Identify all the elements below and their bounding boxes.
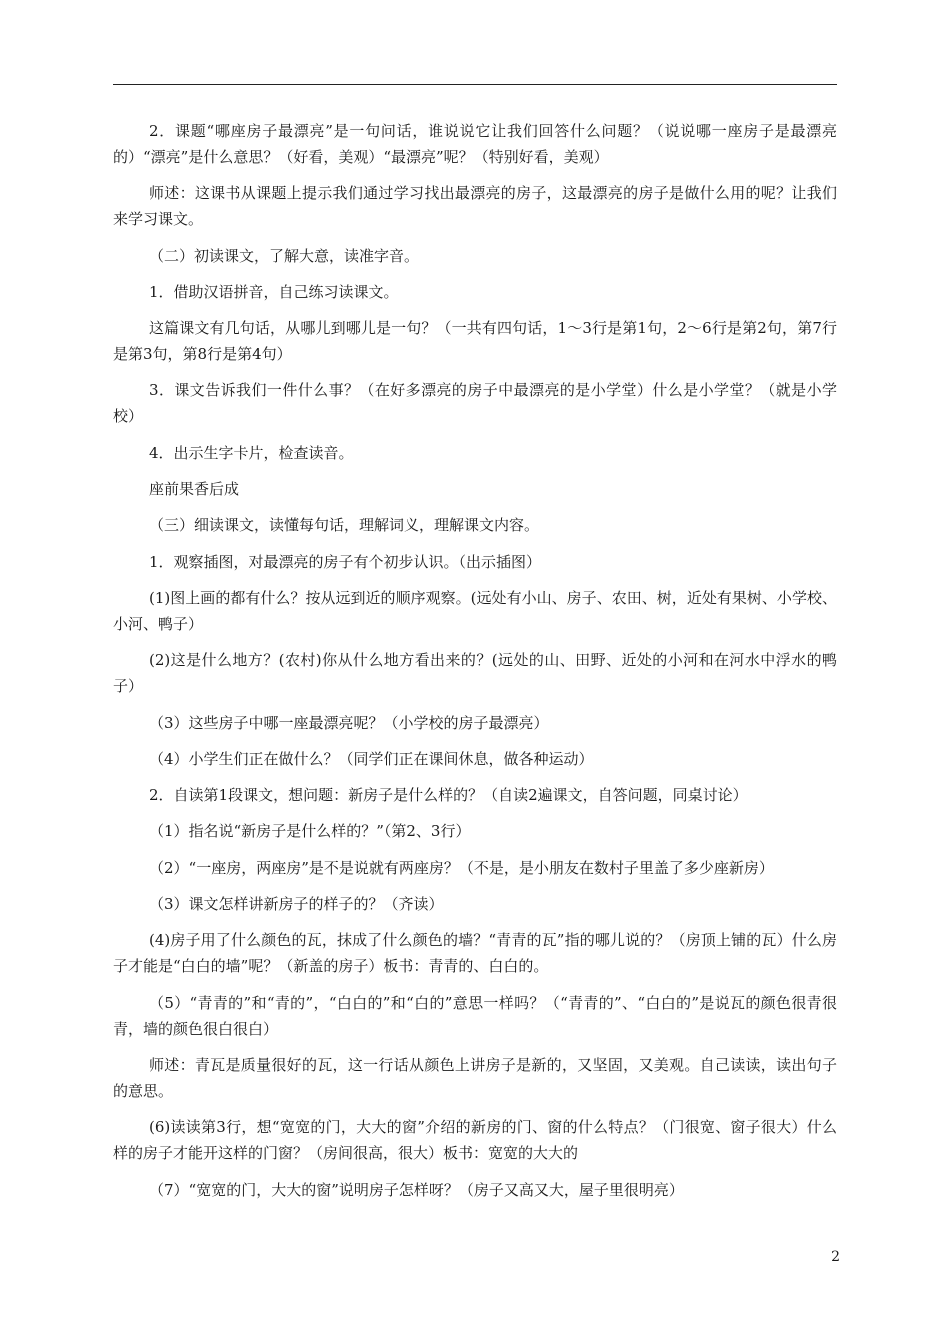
paragraph: （5）“青青的”和“青的”，“白白的”和“白的”意思一样吗？（“青青的”、“白白的”是说瓦的颜色很青很青，墙的颜色很白很白） <box>113 993 837 1038</box>
paragraph: 这篇课文有几句话，从哪儿到哪儿是一句？（一共有四句话，1～3行是第1句，2～6行是第2句，第7行是第3句，第8行是第4句） <box>113 319 837 364</box>
paragraph: 2．自读第1段课文，想问题：新房子是什么样的？（自读2遍课文，自答问题，同桌讨论） <box>149 786 748 805</box>
paragraph: 3．课文告诉我们一件什么事？（在好多漂亮的房子中最漂亮的是小学堂）什么是小学堂？（就是小学校） <box>113 381 837 426</box>
paragraph: （3）课文怎样讲新房子的样子的？（齐读） <box>149 895 444 914</box>
page-number: 2 <box>831 1249 840 1265</box>
paragraph: （4）小学生们正在做什么？（同学们正在课间休息，做各种运动） <box>149 749 594 768</box>
paragraph: （2）“一座房，两座房”是不是说就有两座房？（不是，是小朋友在数村子里盖了多少座新房） <box>149 858 774 877</box>
paragraph: 2．课题“哪座房子最漂亮”是一句问话，谁说说它让我们回答什么问题？（说说哪一座房子是最漂亮的）“漂亮”是什么意思？（好看，美观）“最漂亮”呢？（特别好看，美观） <box>113 122 837 166</box>
paragraph: （7）“宽宽的门，大大的窗”说明房子怎样呀？（房子又高又大，屋子里很明亮） <box>149 1180 684 1199</box>
paragraph: 师述：青瓦是质量很好的瓦，这一行话从颜色上讲房子是新的，又坚固，又美观。自己读读，读出句子的意思。 <box>113 1055 837 1100</box>
section-heading: （二）初读课文，了解大意，读准字音。 <box>149 246 420 265</box>
paragraph: （1）指名说“新房子是什么样的？”（第2、3行） <box>149 822 471 841</box>
paragraph: 师述：这课书从课题上提示我们通过学习找出最漂亮的房子，这最漂亮的房子是做什么用的呢？让我们来学习课文。 <box>113 184 837 229</box>
paragraph: （3）这些房子中哪一座最漂亮呢？（小学校的房子最漂亮） <box>149 713 549 732</box>
paragraph: (4)房子用了什么颜色的瓦，抹成了什么颜色的墙？“青青的瓦”指的哪儿说的？（房顶上铺的瓦）什么房子才能是“白白的墙”呢？（新盖的房子）板书：青青的、白白的。 <box>113 931 837 976</box>
character-list: 座前果香后成 <box>149 480 240 499</box>
document-body <box>113 118 837 1213</box>
paragraph: 1．观察插图，对最漂亮的房子有个初步认识。（出示插图） <box>149 552 542 571</box>
section-heading: （三）细读课文，读懂每句话，理解词义，理解课文内容。 <box>149 516 540 535</box>
header-rule <box>113 84 837 85</box>
paragraph: (6)读读第3行，想“宽宽的门，大大的窗”介绍的新房的门、窗的什么特点？（门很宽、窗子很大）什么样的房子才能开这样的门窗？（房间很高，很大）板书：宽宽的大大的 <box>113 1118 837 1163</box>
paragraph: 4．出示生字卡片，检查读音。 <box>149 443 354 462</box>
paragraph: 1．借助汉语拼音，自己练习读课文。 <box>149 282 399 301</box>
paragraph: (1)图上画的都有什么？按从远到近的顺序观察。(远处有小山、房子、农田、树，近处有果树、小学校、小河、鸭子） <box>113 588 837 633</box>
paragraph: (2)这是什么地方？(农村)你从什么地方看出来的？(远处的山、田野、近处的小河和在河水中浮水的鸭子） <box>113 651 837 696</box>
